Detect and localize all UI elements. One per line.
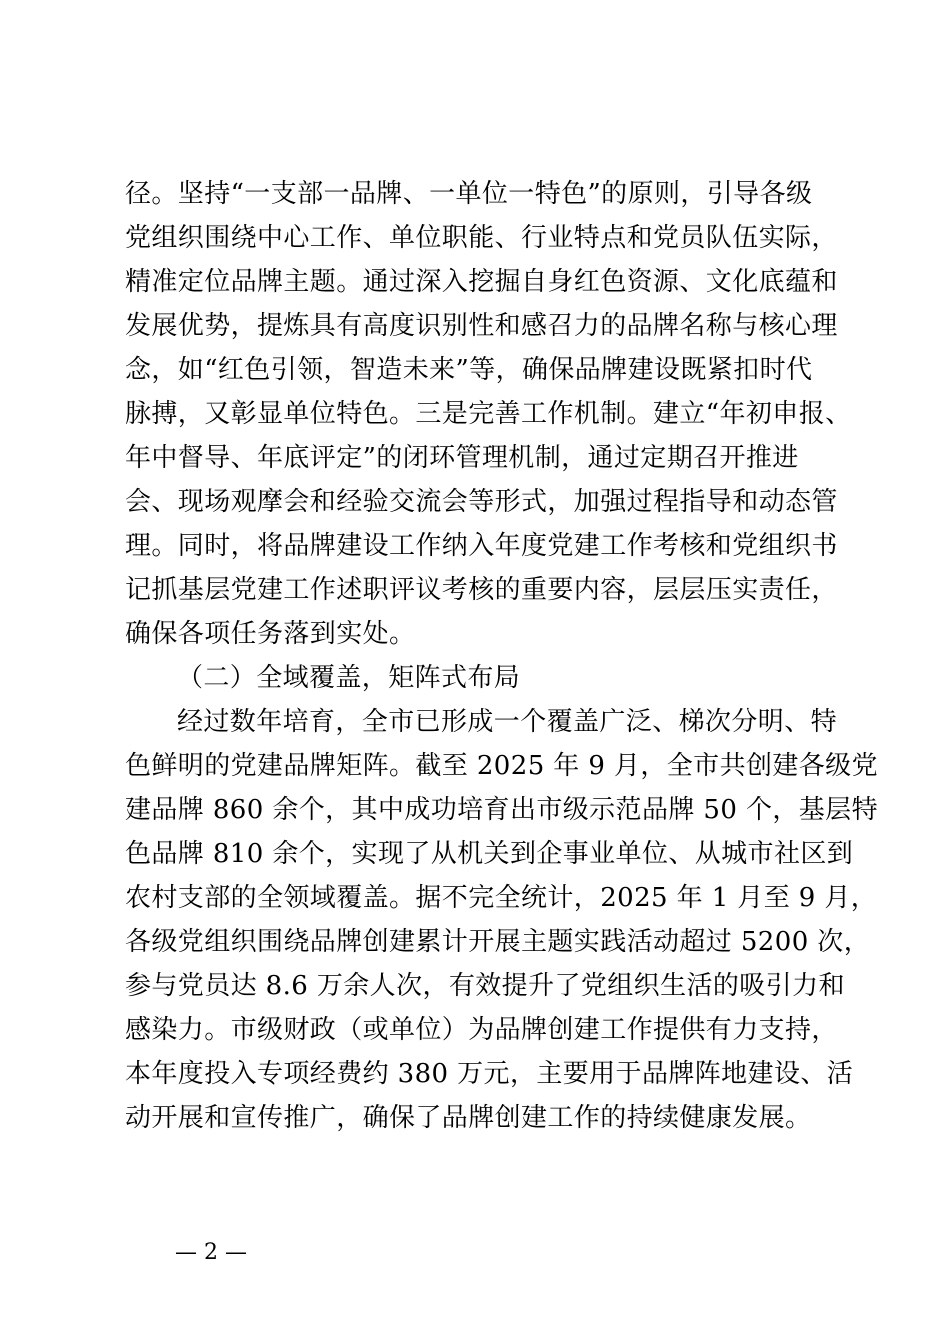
paragraph-line: 脉搏，又彰显单位特色。三是完善工作机制。建立“年初申报、 [125, 399, 852, 429]
paragraph-line: 念，如“红色引领，智造未来”等，确保品牌建设既紧扣时代 [125, 355, 813, 385]
paragraph-line: 理。同时，将品牌建设工作纳入年度党建工作考核和党组织书 [125, 531, 838, 561]
paragraph-line: 精准定位品牌主题。通过深入挖掘自身红色资源、文化底蕴和 [125, 267, 838, 297]
page-number: — 2 — [175, 1240, 247, 1265]
paragraph-line: 会、现场观摩会和经验交流会等形式，加强过程指导和动态管 [125, 487, 838, 517]
paragraph-line: 确保各项任务落到实处。 [125, 619, 416, 649]
paragraph-line: 动开展和宣传推广，确保了品牌创建工作的持续健康发展。 [125, 1103, 812, 1133]
paragraph-line: 本年度投入专项经费约 380 万元，主要用于品牌阵地建设、活 [125, 1059, 854, 1089]
paragraph-line: 色鲜明的党建品牌矩阵。截至 2025 年 9 月，全市共创建各级党 [125, 751, 878, 781]
paragraph-line: 党组织围绕中心工作、单位职能、行业特点和党员队伍实际， [125, 223, 838, 253]
paragraph-line: 农村支部的全领域覆盖。据不完全统计，2025 年 1 月至 9 月， [125, 883, 878, 913]
paragraph-line: 年中督导、年底评定”的闭环管理机制，通过定期召开推进 [125, 443, 799, 473]
paragraph-line: 参与党员达 8.6 万余人次，有效提升了党组织生活的吸引力和 [125, 971, 845, 1001]
paragraph-line: 发展优势，提炼具有高度识别性和感召力的品牌名称与核心理 [125, 311, 838, 341]
paragraph-line: 色品牌 810 余个，实现了从机关到企事业单位、从城市社区到 [125, 839, 854, 869]
paragraph-line: 建品牌 860 余个，其中成功培育出市级示范品牌 50 个，基层特 [125, 795, 878, 825]
paragraph-line: 经过数年培育，全市已形成一个覆盖广泛、梯次分明、特 [177, 707, 838, 737]
paragraph-line: 感染力。市级财政（或单位）为品牌创建工作提供有力支持， [125, 1015, 838, 1045]
section-heading: （二）全域覆盖，矩阵式布局 [177, 663, 521, 693]
paragraph-line: 记抓基层党建工作述职评议考核的重要内容，层层压实责任， [125, 575, 838, 605]
paragraph-line: 径。坚持“一支部一品牌、一单位一特色”的原则，引导各级 [125, 179, 813, 209]
paragraph-line: 各级党组织围绕品牌创建累计开展主题实践活动超过 5200 次， [125, 927, 871, 957]
